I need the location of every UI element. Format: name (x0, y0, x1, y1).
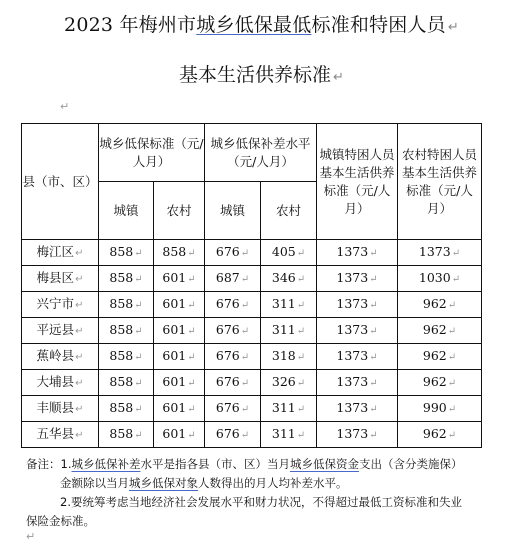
cell-mark-icon: ↵ (447, 299, 457, 311)
cell-mark-icon: ↵ (134, 273, 143, 285)
document-title-line2: 基本生活供养标准 ↵ (179, 64, 344, 86)
cell-mark-icon: ↵ (75, 273, 84, 285)
cell-mark-icon: ↵ (75, 429, 84, 441)
cell-mark-icon: ↵ (369, 429, 378, 441)
cell-mark-icon: ↵ (134, 429, 143, 441)
cell-mark-icon: ↵ (240, 429, 250, 441)
value-cell: 318↵ (261, 344, 317, 370)
cell-mark-icon: ↵ (75, 247, 84, 259)
note-2: 2.要统筹考虑当地经济社会发展水平和财力状况，不得超过最低工资标准和失业 (60, 495, 462, 509)
header-subsidy-level: 城乡低保补差水平（元/人月） (205, 124, 317, 182)
cell-mark-icon: ↵ (187, 429, 196, 441)
title-underlined-term: 城乡低保最低 (196, 14, 312, 36)
header-county: 县（市、区） (22, 124, 99, 240)
cell-mark-icon: ↵ (369, 403, 378, 415)
value-cell: 311↵ (261, 396, 317, 422)
county-cell: 梅县区↵ (22, 266, 99, 292)
cell-mark-icon: ↵ (187, 403, 196, 415)
cell-mark-icon: ↵ (451, 273, 461, 285)
note-2-continued: 保险金标准。 (26, 514, 95, 528)
cell-mark-icon: ↵ (75, 351, 84, 363)
value-cell: 601↵ (154, 318, 205, 344)
value-cell: 962↵ (398, 318, 482, 344)
cell-mark-icon: ↵ (75, 299, 84, 311)
cell-mark-icon: ↵ (134, 351, 143, 363)
cell-mark-icon: ↵ (447, 351, 457, 363)
value-cell: 1373↵ (317, 266, 398, 292)
notes-block (26, 455, 496, 531)
cell-mark-icon: ↵ (187, 377, 196, 389)
value-cell: 1373↵ (398, 240, 482, 266)
value-cell: 601↵ (154, 344, 205, 370)
table-row (22, 318, 482, 344)
table-row (22, 292, 482, 318)
value-cell: 676↵ (205, 344, 261, 370)
cell-mark-icon: ↵ (296, 273, 306, 285)
county-cell: 大埔县↵ (22, 370, 99, 396)
note-1-continued: 金额除以当月城乡低保对象人数得出的月人均补差水平。 (60, 476, 348, 490)
value-cell: 1030↵ (398, 266, 482, 292)
value-cell: 858↵ (99, 266, 154, 292)
subheader-urban: 城镇 (99, 182, 154, 240)
county-cell: 蕉岭县↵ (22, 344, 99, 370)
value-cell: 601↵ (154, 396, 205, 422)
header-minimum-standard: 城乡低保标准（元/人月） (99, 124, 205, 182)
cell-mark-icon: ↵ (187, 299, 196, 311)
table-row (22, 344, 482, 370)
cell-mark-icon: ↵ (369, 377, 378, 389)
value-cell: 1373↵ (317, 292, 398, 318)
cell-mark-icon: ↵ (134, 403, 143, 415)
table-row (22, 266, 482, 292)
cell-mark-icon: ↵ (296, 403, 306, 415)
cell-mark-icon: ↵ (187, 273, 196, 285)
cell-mark-icon: ↵ (296, 351, 306, 363)
note-1: 备注：1.城乡低保补差水平是指各县（市、区）当月城乡低保资金支出（含分类施保） (26, 457, 463, 471)
value-cell: 962↵ (398, 344, 482, 370)
cell-mark-icon: ↵ (447, 377, 457, 389)
cell-mark-icon: ↵ (240, 377, 250, 389)
value-cell: 1373↵ (317, 344, 398, 370)
cell-mark-icon: ↵ (187, 325, 196, 337)
table-row (22, 422, 482, 448)
value-cell: 1373↵ (317, 422, 398, 448)
header-urban-support: 城镇特困人员基本生活供养标准（元/人月） (317, 124, 398, 240)
paragraph-mark-icon: ↵ (26, 530, 36, 543)
value-cell: 311↵ (261, 318, 317, 344)
cell-mark-icon: ↵ (134, 299, 143, 311)
cell-mark-icon: ↵ (447, 325, 457, 337)
cell-mark-icon: ↵ (134, 325, 143, 337)
value-cell: 405↵ (261, 240, 317, 266)
cell-mark-icon: ↵ (75, 325, 84, 337)
value-cell: 962↵ (398, 370, 482, 396)
subheader-rural: 农村 (261, 182, 317, 240)
value-cell: 676↵ (205, 396, 261, 422)
cell-mark-icon: ↵ (240, 247, 250, 259)
cell-mark-icon: ↵ (240, 325, 250, 337)
cell-mark-icon: ↵ (134, 377, 143, 389)
paragraph-mark-icon: ↵ (333, 70, 344, 85)
value-cell: 1373↵ (317, 240, 398, 266)
table-row (22, 240, 482, 266)
value-cell: 1373↵ (317, 318, 398, 344)
cell-mark-icon: ↵ (134, 247, 143, 259)
value-cell: 687↵ (205, 266, 261, 292)
cell-mark-icon: ↵ (240, 351, 250, 363)
value-cell: 601↵ (154, 266, 205, 292)
cell-mark-icon: ↵ (447, 429, 457, 441)
value-cell: 858↵ (99, 292, 154, 318)
cell-mark-icon: ↵ (75, 377, 84, 389)
cell-mark-icon: ↵ (369, 299, 378, 311)
county-cell: 兴宁市↵ (22, 292, 99, 318)
value-cell: 346↵ (261, 266, 317, 292)
value-cell: 311↵ (261, 292, 317, 318)
cell-mark-icon: ↵ (369, 351, 378, 363)
county-cell: 梅江区↵ (22, 240, 99, 266)
document-title-line1: 2023 年梅州市城乡低保最低标准和特困人员 ↵ (64, 14, 459, 36)
value-cell: 1373↵ (317, 370, 398, 396)
value-cell: 676↵ (205, 370, 261, 396)
paragraph-mark-icon: ↵ (60, 100, 70, 113)
cell-mark-icon: ↵ (296, 299, 306, 311)
value-cell: 311↵ (261, 422, 317, 448)
value-cell: 1373↵ (317, 396, 398, 422)
value-cell: 676↵ (205, 318, 261, 344)
value-cell: 676↵ (205, 292, 261, 318)
value-cell: 858↵ (99, 318, 154, 344)
county-cell: 平远县↵ (22, 318, 99, 344)
value-cell: 858↵ (99, 344, 154, 370)
table-row (22, 370, 482, 396)
cell-mark-icon: ↵ (369, 273, 378, 285)
value-cell: 858↵ (99, 240, 154, 266)
cell-mark-icon: ↵ (296, 429, 306, 441)
value-cell: 858↵ (99, 370, 154, 396)
cell-mark-icon: ↵ (187, 351, 196, 363)
header-rural-support: 农村特困人员基本生活供养标准（元/人月） (398, 124, 482, 240)
cell-mark-icon: ↵ (296, 247, 306, 259)
value-cell: 962↵ (398, 292, 482, 318)
subheader-urban: 城镇 (205, 182, 261, 240)
cell-mark-icon: ↵ (240, 273, 250, 285)
value-cell: 858↵ (99, 396, 154, 422)
value-cell: 601↵ (154, 292, 205, 318)
value-cell: 858↵ (99, 422, 154, 448)
value-cell: 962↵ (398, 422, 482, 448)
cell-mark-icon: ↵ (296, 325, 306, 337)
cell-mark-icon: ↵ (240, 403, 250, 415)
cell-mark-icon: ↵ (447, 403, 457, 415)
subheader-rural: 农村 (154, 182, 205, 240)
cell-mark-icon: ↵ (369, 325, 378, 337)
value-cell: 676↵ (205, 422, 261, 448)
cell-mark-icon: ↵ (75, 403, 84, 415)
county-cell: 丰顺县↵ (22, 396, 99, 422)
value-cell: 326↵ (261, 370, 317, 396)
value-cell: 990↵ (398, 396, 482, 422)
standards-table (21, 123, 482, 448)
cell-mark-icon: ↵ (369, 247, 378, 259)
value-cell: 601↵ (154, 370, 205, 396)
table-row (22, 396, 482, 422)
paragraph-mark-icon: ↵ (447, 20, 459, 35)
value-cell: 858↵ (154, 240, 205, 266)
cell-mark-icon: ↵ (187, 247, 196, 259)
value-cell: 676↵ (205, 240, 261, 266)
cell-mark-icon: ↵ (296, 377, 306, 389)
county-cell: 五华县↵ (22, 422, 99, 448)
value-cell: 601↵ (154, 422, 205, 448)
cell-mark-icon: ↵ (240, 299, 250, 311)
cell-mark-icon: ↵ (451, 247, 461, 259)
